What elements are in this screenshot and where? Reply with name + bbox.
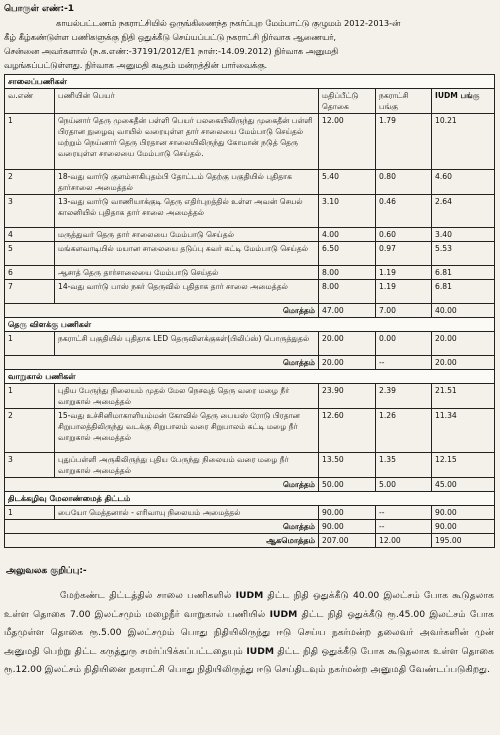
row-work-name: நெய்னார் தெரு முகைதீன் பள்ளி பெயர் பலகையிலிருந்து முகைதீன் பள்ளி பிரதான நுழைவு வாயில் வரையுள்ள தார் சாலையை மேம்பாடு செய்தல் மற்றும் நெய்னார் தெரு பிரதான சாலையிலிருந்து கோமான் நடுத் தெரு வரையுள்ள சாலையை மேம்பாடு செய்தல்.	[55, 114, 319, 170]
grand-total-estimate: 207.00	[319, 534, 376, 548]
row-estimate: 90.00	[319, 506, 376, 520]
row-work-name: மங்களவாடியில் மயான சாலையை தடுப்பு சுவர் கட்டி மேம்பாடு செய்தல்	[55, 242, 319, 266]
row-work-name: பையோ மெத்தனால் - எரிவாயு நிலையம் அமைத்தல்	[55, 506, 319, 520]
row-iudm-share: 5.53	[432, 242, 495, 266]
row-work-name: நகராட்சி பகுதியில் புதிதாக LED தெருவிளக்குகள்(பிலிப்ஸ்) பொருத்துதல்	[55, 332, 319, 356]
row-estimate: 12.00	[319, 114, 376, 170]
row-iudm-share: 3.40	[432, 228, 495, 242]
section-total-row	[5, 478, 495, 492]
row-municipal-share: 0.97	[376, 242, 432, 266]
section-title-row	[5, 370, 495, 384]
row-estimate: 13.50	[319, 453, 376, 478]
row-estimate: 4.00	[319, 228, 376, 242]
row-municipal-share: --	[376, 506, 432, 520]
section-title: வாறுகால் பணிகள்	[5, 370, 495, 384]
works-table-body	[5, 75, 495, 548]
table-header-row	[5, 89, 495, 114]
row-estimate: 6.50	[319, 242, 376, 266]
intro-line-4: வழங்கப்பட்டுள்ளது. நிர்வாக அனுமதி கடிதம் மன்றத்தின் பார்வைக்கு.	[4, 60, 268, 70]
section-total-label: மொத்தம்	[5, 304, 319, 318]
intro-line-2: கீழ் கீழ்கண்டுள்ள பணிகளுக்கு நிதி ஒதுக்கீடு செய்யப்பட்டு நகராட்சி நிர்வாக ஆணையர்,	[4, 32, 337, 42]
section-total-municipal: 7.00	[376, 304, 432, 318]
table-row	[5, 384, 495, 409]
section-title: சாலைப்பணிகள்	[5, 75, 495, 89]
table-row	[5, 506, 495, 520]
row-work-name: ஆசாத் தெரு தார்சாலையை மேம்பாடு செய்தல்	[55, 266, 319, 280]
section-title-row	[5, 75, 495, 89]
row-work-name: 14-வது வார்டு பாஸ் நகர் தெருவில் புதிதாக தார் சாலை அமைத்தல்	[55, 280, 319, 304]
row-municipal-share: 0.00	[376, 332, 432, 356]
row-estimate: 3.10	[319, 195, 376, 228]
row-iudm-share: 2.64	[432, 195, 495, 228]
row-iudm-share: 10.21	[432, 114, 495, 170]
row-work-name: 13-வது வார்டு வாணியாக்குடி தெரு எதிர்புறத்தில் உள்ள அவன் செயல் காலனியில் புதிதாக தார் சாலை அமைத்தல்	[55, 195, 319, 228]
section-title-row	[5, 492, 495, 506]
subject-number: பொருள் எண்:-1	[4, 4, 75, 14]
row-serial: 1	[5, 114, 55, 170]
row-municipal-share: 0.80	[376, 170, 432, 195]
works-table	[4, 74, 495, 548]
section-total-estimate: 20.00	[319, 356, 376, 370]
header-municipal-share: நகராட்சி பங்கு	[376, 89, 432, 114]
table-row	[5, 453, 495, 478]
table-row	[5, 170, 495, 195]
section-title: திடக்கழிவு மேலாண்மைத் திட்டம்	[5, 492, 495, 506]
row-work-name: மருத்துவர் தெரு தார் சாலையை மேம்பாடு செய்தல்	[55, 228, 319, 242]
intro-continuation	[4, 30, 494, 72]
row-serial: 2	[5, 409, 55, 453]
grand-total-row	[5, 534, 495, 548]
row-municipal-share: 0.46	[376, 195, 432, 228]
office-note-body: மேற்கண்ட திட்டத்தில் சாலை பணிகளில் IUDM திட்ட நிதி ஒதுக்கீடு 40.00 இலட்சம் போக கூடுதலாக உள்ள தொகை 7.00 இலட்சமும் மழைநீர் வாறுகால் பணியில் IUDM திட்ட நிதி ஒதுக்கீடு ரூ.45.00 இலட்சம் போக மீதமுள்ள தொகை ரூ.5.00 இலட்சமும் பொது நிதியிலிருந்து ஈடு செய்ய நகர்மன்ற தலைவர் அவர்களின் முன் அனுமதி பெற்று திட்ட கருத்துரு சமர்ப்பிக்கப்பட்டதையும் IUDM திட்ட நிதி ஒதுக்கீடு போக கூடுதலாக உள்ள தொகை ரூ.12.00 இலட்சம் நிதியினை நகராட்சி பொது நிதியிலிருந்து ஈடு செய்திடவும் நகர்மன்ற அனுமதி வேண்டப்படுகிறது.	[4, 590, 495, 675]
row-estimate: 12.60	[319, 409, 376, 453]
section-total-label: மொத்தம்	[5, 478, 319, 492]
table-row	[5, 228, 495, 242]
row-serial: 3	[5, 453, 55, 478]
row-iudm-share: 6.81	[432, 266, 495, 280]
section-total-municipal: --	[376, 520, 432, 534]
section-total-iudm: 90.00	[432, 520, 495, 534]
row-iudm-share: 12.15	[432, 453, 495, 478]
row-iudm-share: 6.81	[432, 280, 495, 304]
header-serial: வ.எண்	[5, 89, 55, 114]
row-iudm-share: 90.00	[432, 506, 495, 520]
section-total-row	[5, 520, 495, 534]
row-estimate: 5.40	[319, 170, 376, 195]
row-serial: 1	[5, 332, 55, 356]
section-total-estimate: 47.00	[319, 304, 376, 318]
section-title: தெரு விளக்கு பணிகள்	[5, 318, 495, 332]
section-total-label: மொத்தம்	[5, 356, 319, 370]
section-total-row	[5, 304, 495, 318]
row-work-name: 15-வது உச்சினிமாகாளியம்மன் கோவில் தெரு பையஸ் ரோடு பிரதான சிறுபாலத்திலிருந்து வடக்கு சிறுபாலம் வரை சிறுபாலம் கட்டி மழை நீர் வாறுகால் அமைத்தல்	[55, 409, 319, 453]
section-total-row	[5, 356, 495, 370]
row-estimate: 8.00	[319, 280, 376, 304]
grand-total-label: ஆகமொத்தம்	[5, 534, 319, 548]
row-serial: 7	[5, 280, 55, 304]
section-total-municipal: --	[376, 356, 432, 370]
intro-paragraph	[4, 16, 494, 30]
row-work-name: புதிய பேருந்து நிலையம் முதல் மேல நெசவுத் தெரு வரை மழை நீர் வாறுகால் அமைத்தல்	[55, 384, 319, 409]
row-municipal-share: 1.26	[376, 409, 432, 453]
table-row	[5, 332, 495, 356]
row-serial: 5	[5, 242, 55, 266]
row-iudm-share: 11.34	[432, 409, 495, 453]
section-total-estimate: 50.00	[319, 478, 376, 492]
office-note-heading: அலுவலக குறிப்பு:-	[6, 566, 87, 576]
header-work-name: பணியின் பெயர்	[55, 89, 319, 114]
row-iudm-share: 21.51	[432, 384, 495, 409]
row-iudm-share: 4.60	[432, 170, 495, 195]
grand-total-municipal: 12.00	[376, 534, 432, 548]
row-work-name: புதுப்பள்ளி அருகிலிருந்து புதிய பேருந்து நிலையம் வரை மழை நீர் வாறுகால் அமைத்தல்	[55, 453, 319, 478]
row-municipal-share: 1.79	[376, 114, 432, 170]
row-estimate: 8.00	[319, 266, 376, 280]
table-row	[5, 266, 495, 280]
row-municipal-share: 2.39	[376, 384, 432, 409]
section-total-iudm: 40.00	[432, 304, 495, 318]
row-estimate: 23.90	[319, 384, 376, 409]
row-serial: 1	[5, 506, 55, 520]
row-serial: 4	[5, 228, 55, 242]
section-total-estimate: 90.00	[319, 520, 376, 534]
section-total-label: மொத்தம்	[5, 520, 319, 534]
row-iudm-share: 20.00	[432, 332, 495, 356]
row-municipal-share: 1.19	[376, 280, 432, 304]
table-row	[5, 242, 495, 266]
table-row	[5, 114, 495, 170]
row-serial: 6	[5, 266, 55, 280]
row-serial: 3	[5, 195, 55, 228]
section-total-iudm: 20.00	[432, 356, 495, 370]
row-municipal-share: 0.60	[376, 228, 432, 242]
row-municipal-share: 1.35	[376, 453, 432, 478]
row-estimate: 20.00	[319, 332, 376, 356]
row-serial: 1	[5, 384, 55, 409]
row-municipal-share: 1.19	[376, 266, 432, 280]
grand-total-iudm: 195.00	[432, 534, 495, 548]
row-serial: 2	[5, 170, 55, 195]
table-row	[5, 409, 495, 453]
section-title-row	[5, 318, 495, 332]
intro-line-1: காயல்பட்டணம் நகராட்சியில் ஒருங்கிணைந்த நகர்ப்புற மேம்பாட்டு குழுமம் 2012-2013-ன்	[56, 18, 401, 28]
table-row	[5, 195, 495, 228]
row-work-name: 18-வது வார்டு குளம்சாகிபுதம்பி தோட்டம் தெற்கு பகுதியில் புதிதாக தார்சாலை அமைத்தல்	[55, 170, 319, 195]
table-row	[5, 280, 495, 304]
section-total-municipal: 5.00	[376, 478, 432, 492]
header-estimate: மதிப்பீட்டு தொகை	[319, 89, 376, 114]
header-iudm-share: IUDM பங்கு	[432, 89, 495, 114]
intro-line-3: சென்னை அவர்களால் (ந.க.எண்:-37191/2012/E1 நாள்:-14.09.2012) நிர்வாக அனுமதி	[4, 46, 339, 56]
section-total-iudm: 45.00	[432, 478, 495, 492]
